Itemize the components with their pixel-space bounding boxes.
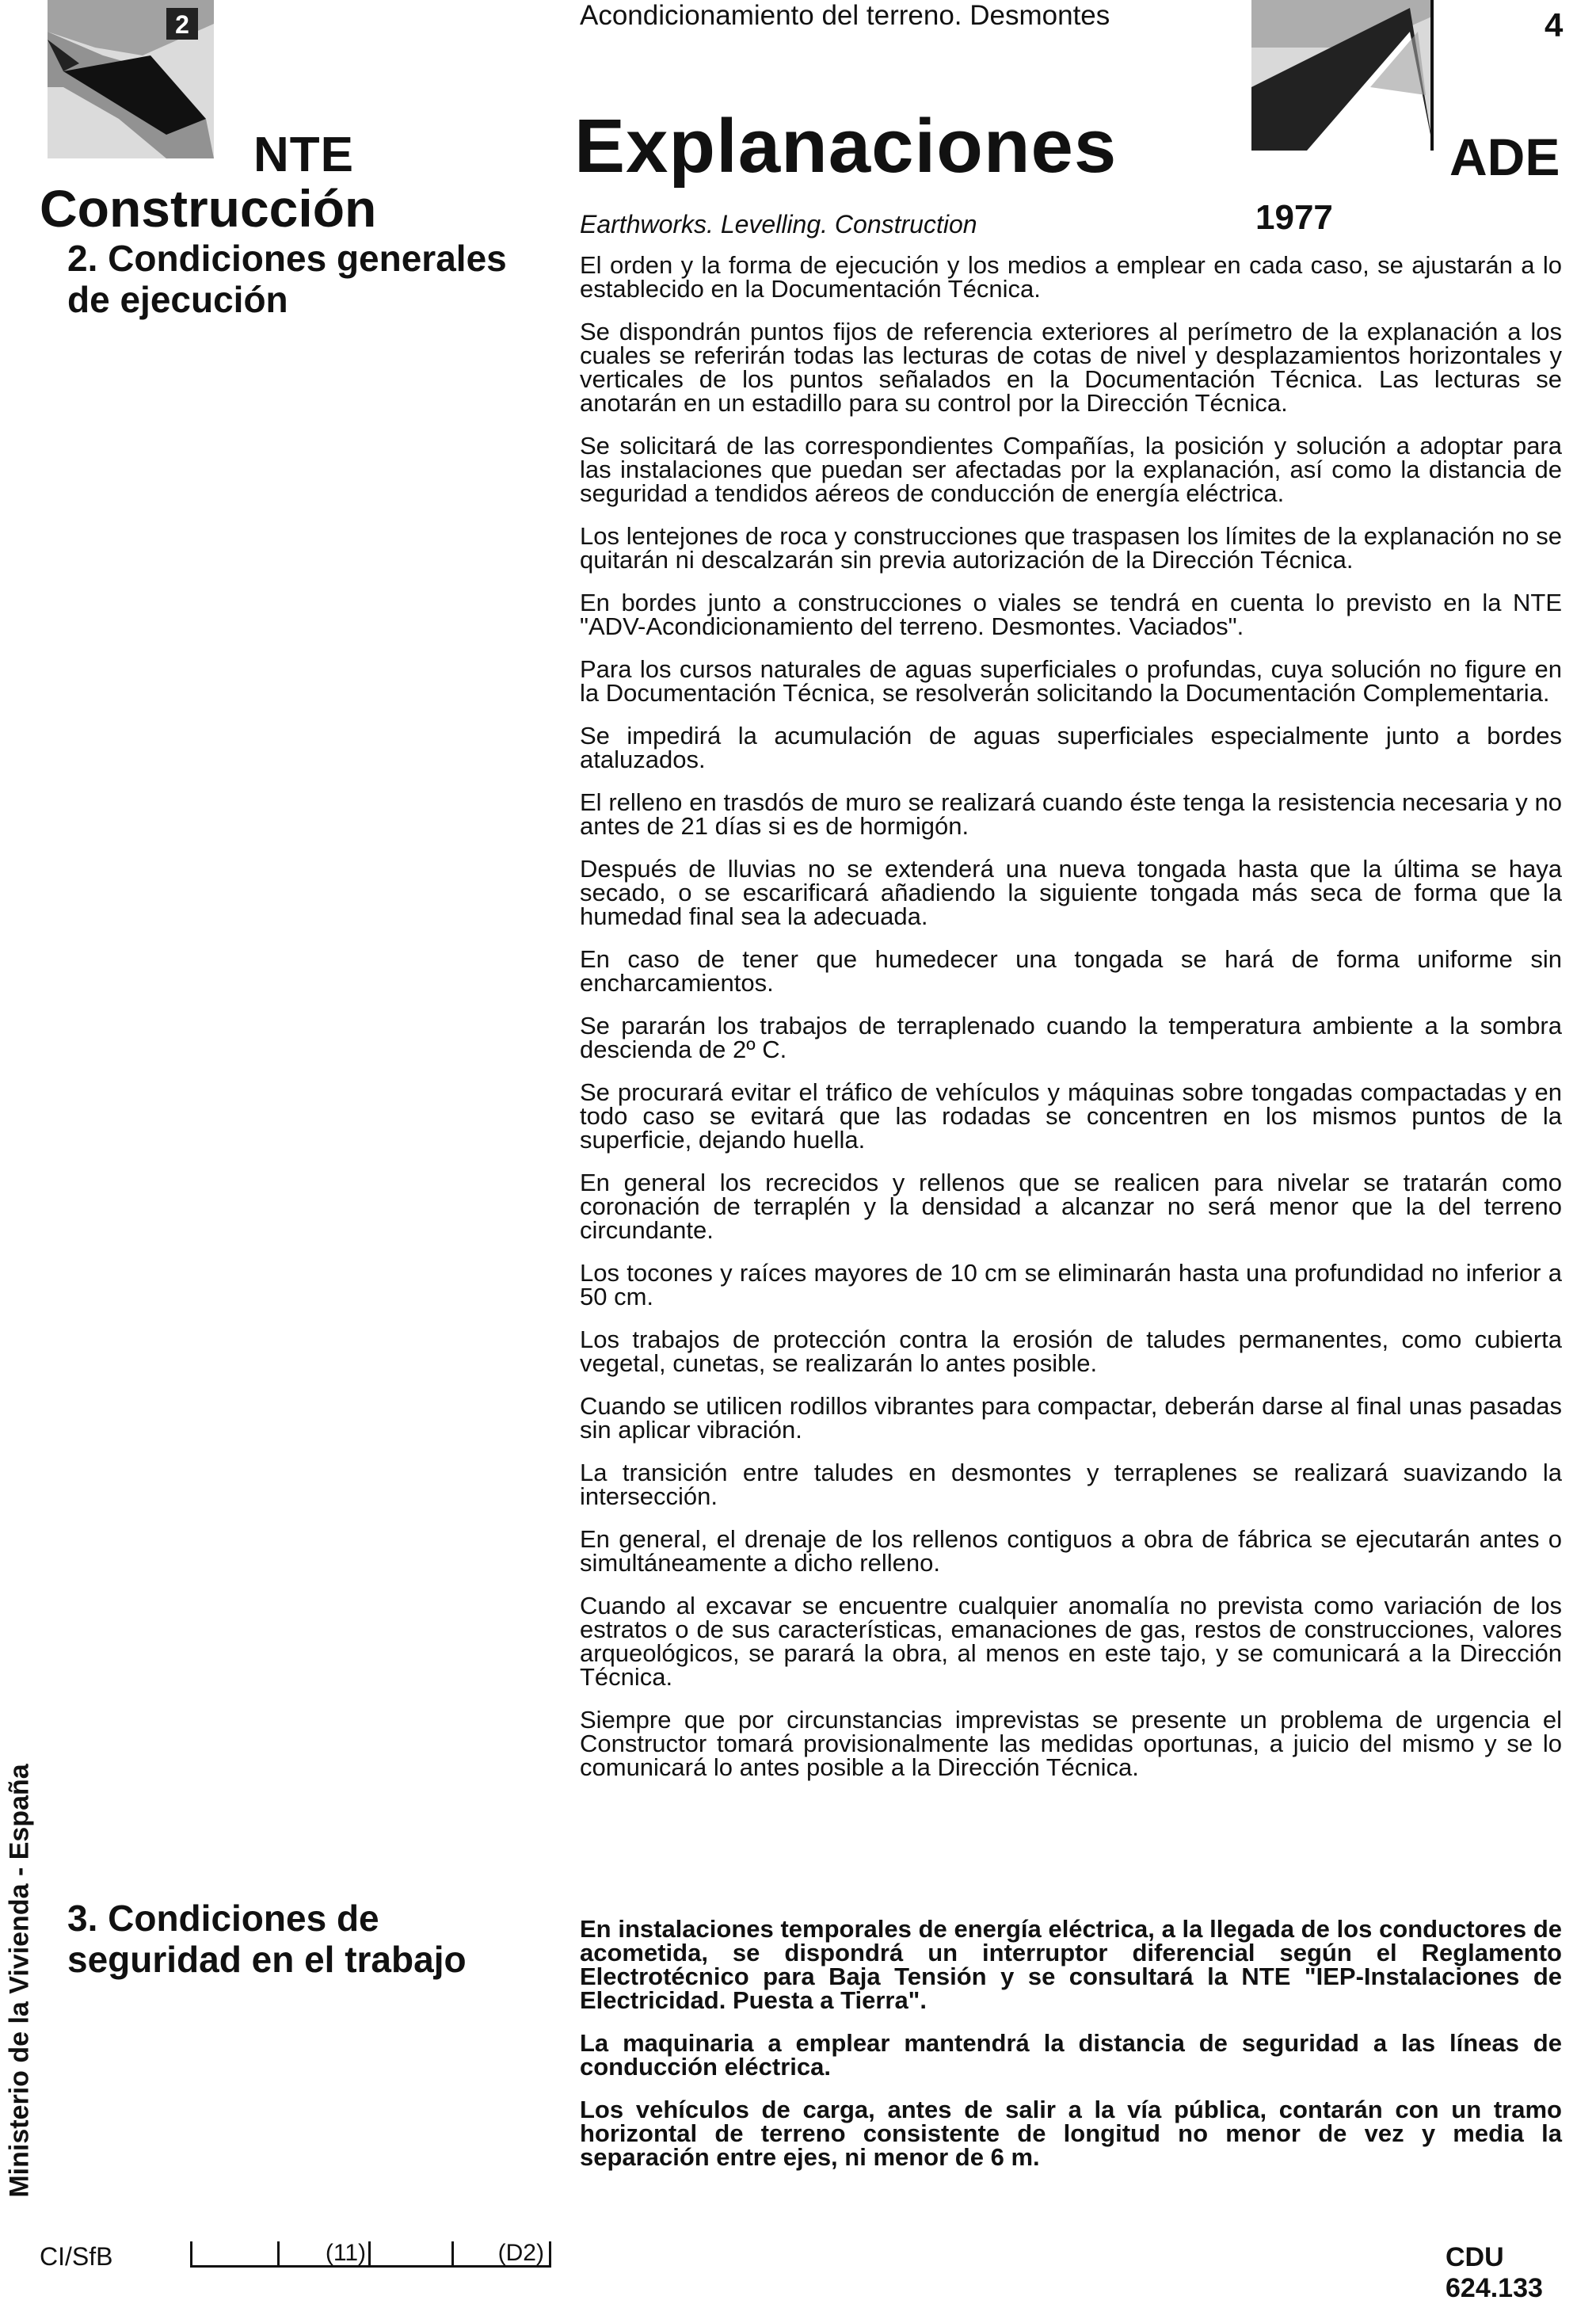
paragraph: En bordes junto a construcciones o viales se tendrá en cuenta lo previsto en la NTE "ADV-Acondicionamiento del terreno. Desmontes. Vaciados".	[580, 589, 1562, 640]
paragraph: Los tocones y raíces mayores de 10 cm se eliminarán hasta una profundidad no inferior a 50 cm.	[580, 1259, 1562, 1310]
cisfb-box: (11)	[277, 2241, 371, 2268]
topic-heading: Acondicionamiento del terreno. Desmontes	[580, 0, 1110, 31]
section-3-heading: 3. Condiciones de seguridad en el trabajo	[67, 1898, 467, 1980]
cisfb-box: (D2)	[451, 2241, 551, 2268]
section-2-body	[580, 251, 1562, 1799]
paragraph: El relleno en trasdós de muro se realizará cuando éste tenga la resistencia necesaria y no antes de 21 días si es de hormigón.	[580, 788, 1562, 840]
paragraph: Los lentejones de roca y construcciones que traspasen los límites de la explanación no se quitarán ni descalzarán sin previa autorización de la Dirección Técnica.	[580, 522, 1562, 574]
ministry-side-text: Ministerio de la Vivienda - España	[4, 1764, 35, 2198]
nte-label: NTE	[253, 128, 354, 182]
cisfb-box	[368, 2241, 454, 2268]
paragraph: Los trabajos de protección contra la erosión de taludes permanentes, como cubierta vegetal, cunetas, se realizarán lo antes posible.	[580, 1326, 1562, 1377]
paragraph: La maquinaria a emplear mantendrá la distancia de seguridad a las líneas de conducción eléctrica.	[580, 2029, 1562, 2081]
paragraph: La transición entre taludes en desmontes y terraplenes se realizará suavizando la intersección.	[580, 1459, 1562, 1510]
cisfb-box	[190, 2241, 280, 2268]
page-number: 4	[1545, 6, 1564, 44]
paragraph: El orden y la forma de ejecución y los medios a emplear en cada caso, se ajustarán a lo establecido en la Documentación Técnica.	[580, 251, 1562, 303]
construccion-label: Construcción	[40, 179, 377, 238]
ministry-side-label	[0, 1743, 40, 2218]
paragraph: Cuando al excavar se encuentre cualquier anomalía no prevista como variación de los estratos o de sus características, emanaciones de gas, restos de construcciones, valores arqueológicos, se parará la obra, al menos en este tajo, y se comunicará a la Dirección Técnica.	[580, 1592, 1562, 1691]
paragraph: Después de lluvias no se extenderá una nueva tongada hasta que la última se haya secado, o se escarificará añadiendo la siguiente tongada más seca de forma que la humedad final sea la adecuada.	[580, 855, 1562, 930]
cdu-label: CDU 624.133	[1446, 2242, 1543, 2303]
paragraph: Para los cursos naturales de aguas superficiales o profundas, cuya solución no figure en la Documentación Técnica, se resolverán solicitando la Documentación Complementaria.	[580, 655, 1562, 707]
paragraph: Siempre que por circunstancias imprevistas se presente un problema de urgencia el Constructor tomará provisionalmente las medidas oportunas, a juicio del mismo y se lo comunicará lo antes posible a la Dirección Técnica.	[580, 1706, 1562, 1781]
paragraph: Se procurará evitar el tráfico de vehículos y máquinas sobre tongadas compactadas y en todo caso se evitará que las rodadas se concentren en los mismos puntos de la superficie, dejando huella.	[580, 1078, 1562, 1154]
paragraph: Los vehículos de carga, antes de salir a la vía pública, contarán con un tramo horizontal de terreno consistente de longitud no menor de vez y media la separación entre ejes, ni menor de 6 m.	[580, 2096, 1562, 2171]
section-3-body	[580, 1917, 1562, 2188]
paragraph: Se solicitará de las correspondientes Compañías, la posición y solución a adoptar para las instalaciones que puedan ser afectadas por la explanación, así como la distancia de seguridad a tendidos aéreos de conducción de energía eléctrica.	[580, 432, 1562, 507]
paragraph: Se impedirá la acumulación de aguas superficiales especialmente junto a bordes ataluzados.	[580, 722, 1562, 773]
ade-code-label: ADE	[1449, 128, 1560, 186]
page-title: Explanaciones	[574, 104, 1118, 189]
paragraph: En general, el drenaje de los rellenos contiguos a obra de fábrica se ejecutarán antes o simultáneamente a dicho relleno.	[580, 1525, 1562, 1577]
paragraph: Se pararán los trabajos de terraplenado cuando la temperatura ambiente a la sombra descienda de 2º C.	[580, 1012, 1562, 1063]
english-subtitle: Earthworks. Levelling. Construction	[580, 210, 977, 238]
section-2-heading: 2. Condiciones generales de ejecución	[67, 238, 507, 320]
year-label: 1977	[1255, 198, 1333, 237]
cisfb-label: CI/SfB	[40, 2242, 113, 2271]
paragraph: En caso de tener que humedecer una tongada se hará de forma uniforme sin encharcamientos.	[580, 945, 1562, 997]
paragraph: Se dispondrán puntos fijos de referencia exteriores al perímetro de la explanación a los cuales se referirán todas las lecturas de cotas de nivel y desplazamientos horizontales y verticales de los puntos señalados en la Documentación Técnica. Las lecturas se anotarán en un estadillo para su control por la Dirección Técnica.	[580, 318, 1562, 417]
ade-terrain-logo	[1251, 0, 1434, 151]
paragraph: En general los recrecidos y rellenos que se realicen para nivelar se tratarán como coronación de terraplén y la densidad a alcanzar no será menor que la del terreno circundante.	[580, 1169, 1562, 1244]
series-number: 2	[175, 10, 189, 39]
nte-trowel-logo	[48, 0, 214, 158]
cisfb-code-boxes	[190, 2234, 618, 2268]
paragraph: En instalaciones temporales de energía eléctrica, a la llegada de los conductores de acometida, se dispondrá un interruptor diferencial según el Reglamento Electrotécnico para Baja Tensión y se consultará la NTE "IEP-Instalaciones de Electricidad. Puesta a Tierra".	[580, 1915, 1562, 2014]
paragraph: Cuando se utilicen rodillos vibrantes para compactar, deberán darse al final unas pasadas sin aplicar vibración.	[580, 1392, 1562, 1444]
